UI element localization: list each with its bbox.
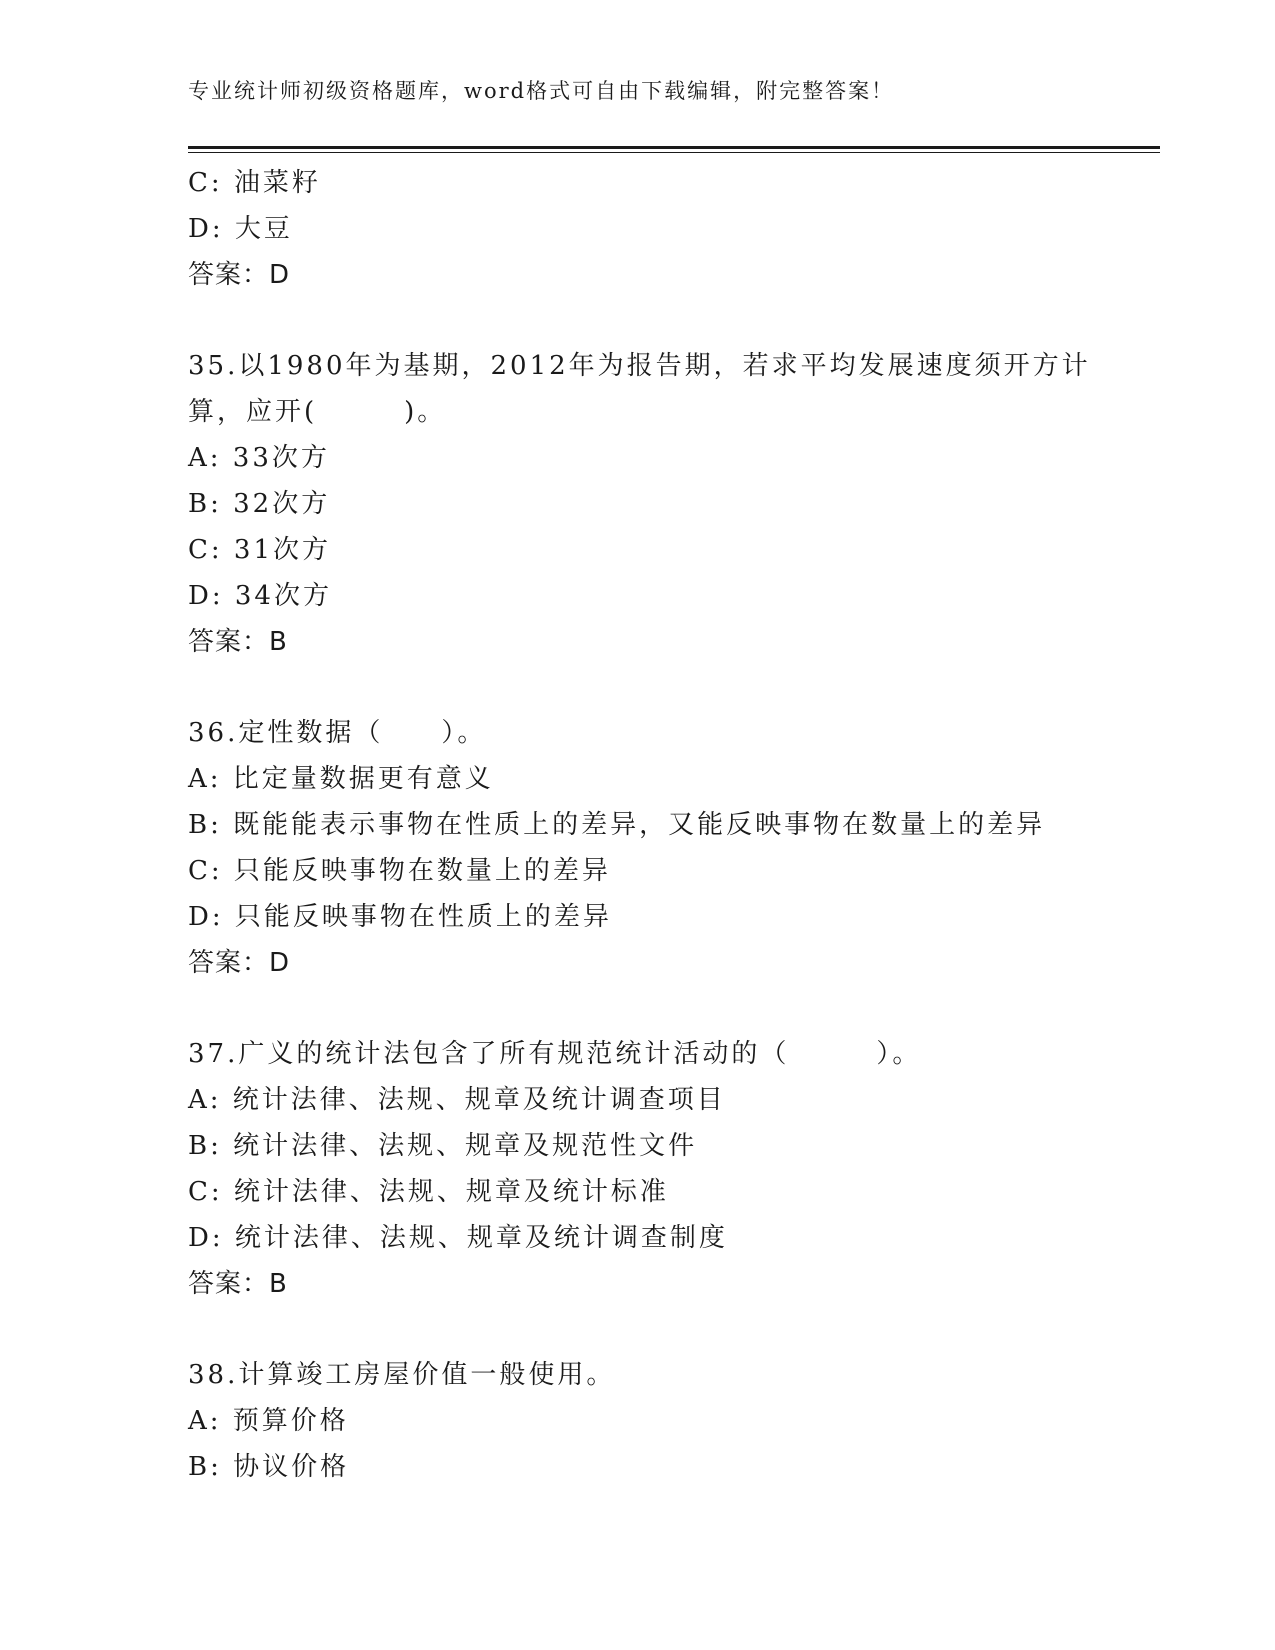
block-gap — [188, 298, 1088, 343]
option-line: D: 只能反映事物在性质上的差异 — [188, 902, 612, 932]
option-line: D: 34次方 — [188, 581, 332, 611]
option-line: C: 统计法律、法规、规章及统计标准 — [188, 1177, 669, 1207]
option-line: D: 统计法律、法规、规章及统计调查制度 — [188, 1223, 728, 1253]
option-line: A: 预算价格 — [188, 1406, 349, 1436]
question-block — [188, 710, 1088, 986]
block-gap — [188, 986, 1088, 1031]
option-line: A: 33次方 — [188, 443, 330, 473]
question-text: 35.以1980年为基期，2012年为报告期，若求平均发展速度须开方计 — [188, 351, 1091, 381]
option-line: D: 大豆 — [188, 214, 293, 244]
question-text: 37.广义的统计法包含了所有规范统计活动的（ ）。 — [188, 1039, 922, 1069]
question-text: 36.定性数据（ ）。 — [188, 718, 487, 748]
question-text: 算，应开( )。 — [188, 397, 447, 427]
question-block — [188, 1031, 1088, 1307]
option-line: B: 既能能表示事物在性质上的差异，又能反映事物在数量上的差异 — [188, 810, 1046, 840]
option-line: A: 统计法律、法规、规章及统计调查项目 — [188, 1085, 726, 1115]
answer-line: 答案：B — [188, 1269, 288, 1299]
block-gap — [188, 665, 1088, 710]
header-rule — [188, 146, 1160, 149]
page-header-title: 专业统计师初级资格题库，word格式可自由下载编辑，附完整答案！ — [188, 79, 895, 103]
question-block — [188, 1352, 1088, 1490]
option-line: B: 统计法律、法规、规章及规范性文件 — [188, 1131, 698, 1161]
option-line: C: 油菜籽 — [188, 168, 321, 198]
question-text: 38.计算竣工房屋价值一般使用。 — [188, 1360, 616, 1390]
answer-line: 答案：B — [188, 627, 288, 657]
answer-line: 答案：D — [188, 260, 291, 290]
question-block — [188, 343, 1091, 665]
option-line: C: 31次方 — [188, 535, 332, 565]
option-line: B: 32次方 — [188, 489, 331, 519]
answer-line: 答案：D — [188, 948, 291, 978]
option-line: C: 只能反映事物在数量上的差异 — [188, 856, 611, 886]
option-line: A: 比定量数据更有意义 — [188, 764, 494, 794]
option-line: B: 协议价格 — [188, 1452, 350, 1482]
question-block — [188, 160, 1088, 298]
header-rule-thin — [188, 152, 1160, 153]
question-list — [188, 160, 1091, 1490]
block-gap — [188, 1307, 1088, 1352]
